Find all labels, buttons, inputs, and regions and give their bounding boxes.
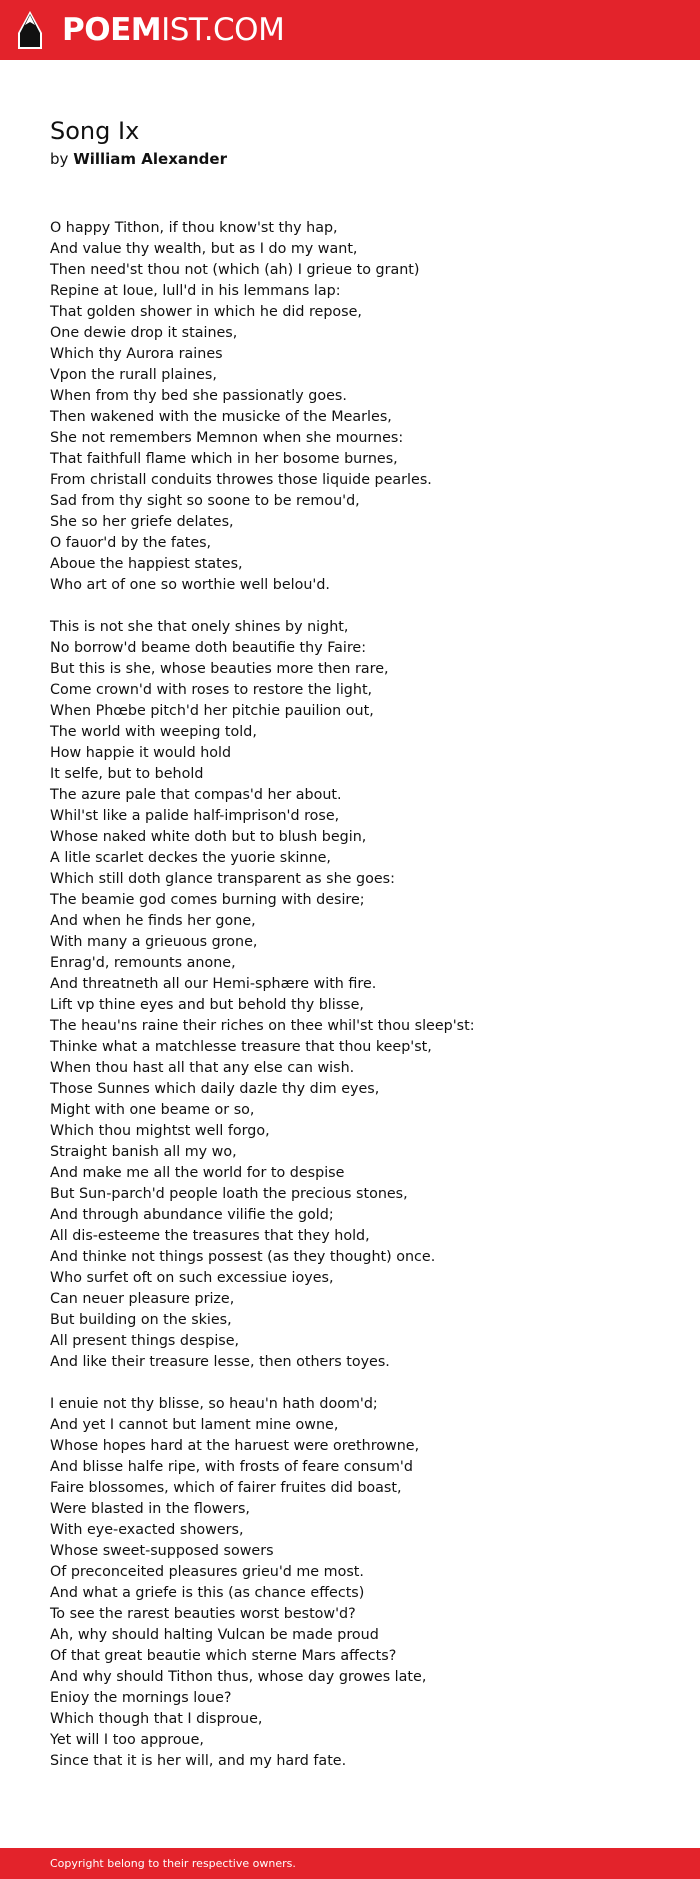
poem-line: Which thou mightst well forgo, xyxy=(50,1123,270,1139)
poem-line: Lift vp thine eyes and but behold thy blisse, xyxy=(50,997,364,1013)
poem-line: O happy Tithon, if thou know'st thy hap, xyxy=(50,220,338,236)
poem-line: Straight banish all my wo, xyxy=(50,1144,237,1160)
poem-line: And what a griefe is this (as chance effects) xyxy=(50,1585,365,1601)
poem-line: When thou hast all that any else can wish. xyxy=(50,1060,355,1076)
author-name: William Alexander xyxy=(73,150,227,168)
poem-title: Song Ix xyxy=(50,117,140,145)
poem-line: And blisse halfe ripe, with frosts of feare consum'd xyxy=(50,1459,413,1475)
poem-line: O fauor'd by the fates, xyxy=(50,535,212,551)
poem-line: But building on the skies, xyxy=(50,1312,232,1328)
poem-line: A litle scarlet deckes the yuorie skinne, xyxy=(50,850,331,866)
poem-line: Yet will I too approue, xyxy=(50,1732,204,1748)
poem-line: Whose hopes hard at the haruest were orethrowne, xyxy=(50,1438,420,1454)
poem-line: Whil'st like a palide half-imprison'd rose, xyxy=(50,808,340,824)
poem-line: Then need'st thou not (which (ah) I grieue to grant) xyxy=(50,262,420,278)
poem-line: One dewie drop it staines, xyxy=(50,325,238,341)
poem-line: Might with one beame or so, xyxy=(50,1102,255,1118)
poem-line: She not remembers Memnon when she mournes: xyxy=(50,430,404,446)
poem-line: But Sun-parch'd people loath the precious stones, xyxy=(50,1186,408,1202)
poem-line: Whose sweet-supposed sowers xyxy=(50,1543,274,1559)
poem-line: That golden shower in which he did repose, xyxy=(50,304,362,320)
poem-line: When Phœbe pitch'd her pitchie pauilion out, xyxy=(50,703,374,719)
poem-line: The beamie god comes burning with desire; xyxy=(50,892,365,908)
logo-light-text: IST.COM xyxy=(161,12,285,48)
poem-line: And through abundance vilifie the gold; xyxy=(50,1207,334,1223)
poem-line: And thinke not things possest (as they thought) once. xyxy=(50,1249,436,1265)
poem-line: This is not she that onely shines by night, xyxy=(50,619,349,635)
poem-line: Enioy the mornings loue? xyxy=(50,1690,232,1706)
poem-line: Vpon the rurall plaines, xyxy=(50,367,217,383)
stanza xyxy=(50,218,670,596)
poem-line: That faithfull flame which in her bosome burnes, xyxy=(50,451,398,467)
poem-line: Come crown'd with roses to restore the light, xyxy=(50,682,373,698)
poem-line: And value thy wealth, but as I do my want, xyxy=(50,241,358,257)
poem-line: To see the rarest beauties worst bestow'd? xyxy=(50,1606,356,1622)
poem-line: Aboue the happiest states, xyxy=(50,556,243,572)
site-footer xyxy=(0,1848,700,1879)
poem-line: Whose naked white doth but to blush begin, xyxy=(50,829,367,845)
poem-line: How happie it would hold xyxy=(50,745,232,761)
poem-line: The heau'ns raine their riches on thee whil'st thou sleep'st: xyxy=(50,1018,475,1034)
poem-line: Repine at Ioue, lull'd in his lemmans lap: xyxy=(50,283,341,299)
poem-line: Since that it is her will, and my hard fate. xyxy=(50,1753,347,1769)
poem-line: No borrow'd beame doth beautifie thy Faire: xyxy=(50,640,367,656)
stanza xyxy=(50,617,670,1373)
poem-line: The world with weeping told, xyxy=(50,724,257,740)
poem-line: And like their treasure lesse, then others toyes. xyxy=(50,1354,390,1370)
poem-line: When from thy bed she passionatly goes. xyxy=(50,388,347,404)
poem-line: It selfe, but to behold xyxy=(50,766,204,782)
poem-line: Of that great beautie which sterne Mars affects? xyxy=(50,1648,397,1664)
poem-line: Those Sunnes which daily dazle thy dim eyes, xyxy=(50,1081,380,1097)
poem-line: She so her griefe delates, xyxy=(50,514,234,530)
poem-line: With many a grieuous grone, xyxy=(50,934,258,950)
poem-line: And when he finds her gone, xyxy=(50,913,256,929)
poem-line: The azure pale that compas'd her about. xyxy=(50,787,342,803)
site-header xyxy=(0,0,700,60)
poem-line: Who surfet oft on such excessiue ioyes, xyxy=(50,1270,334,1286)
poem-line: And yet I cannot but lament mine owne, xyxy=(50,1417,339,1433)
poem-line: Which though that I disproue, xyxy=(50,1711,263,1727)
poem-line: Were blasted in the flowers, xyxy=(50,1501,250,1517)
poem-line: Ah, why should halting Vulcan be made proud xyxy=(50,1627,379,1643)
poem-line: All dis-esteeme the treasures that they hold, xyxy=(50,1228,370,1244)
poem-line: Of preconceited pleasures grieu'd me most. xyxy=(50,1564,364,1580)
poem-line: Who art of one so worthie well belou'd. xyxy=(50,577,330,593)
by-label: by xyxy=(50,150,69,168)
poem-line: And why should Tithon thus, whose day growes late, xyxy=(50,1669,427,1685)
byline xyxy=(50,147,227,171)
poem-line: Enrag'd, remounts anone, xyxy=(50,955,236,971)
site-logo[interactable] xyxy=(62,10,284,50)
poem-line: Which thy Aurora raines xyxy=(50,346,223,362)
poem-line: All present things despise, xyxy=(50,1333,240,1349)
poem-line: Then wakened with the musicke of the Mearles, xyxy=(50,409,392,425)
poem-line: With eye-exacted showers, xyxy=(50,1522,244,1538)
poem-line: I enuie not thy blisse, so heau'n hath doom'd; xyxy=(50,1396,378,1412)
poem-line: Sad from thy sight so soone to be remou'd, xyxy=(50,493,360,509)
poem-line: And threatneth all our Hemi-sphære with fire. xyxy=(50,976,377,992)
poem-line: And make me all the world for to despise xyxy=(50,1165,345,1181)
logo-bold-text: POEM xyxy=(62,12,162,48)
copyright-text: Copyright belong to their respective owners. xyxy=(50,1857,296,1870)
poem-line: Can neuer pleasure prize, xyxy=(50,1291,235,1307)
pen-nib-icon[interactable] xyxy=(17,11,43,51)
poem-line: Faire blossomes, which of fairer fruites did boast, xyxy=(50,1480,402,1496)
poem-line: From christall conduits throwes those liquide pearles. xyxy=(50,472,432,488)
poem-line: But this is she, whose beauties more then rare, xyxy=(50,661,389,677)
poem-body xyxy=(50,218,670,1793)
stanza xyxy=(50,1394,670,1772)
poem-line: Which still doth glance transparent as she goes: xyxy=(50,871,395,887)
poem-line: Thinke what a matchlesse treasure that thou keep'st, xyxy=(50,1039,432,1055)
